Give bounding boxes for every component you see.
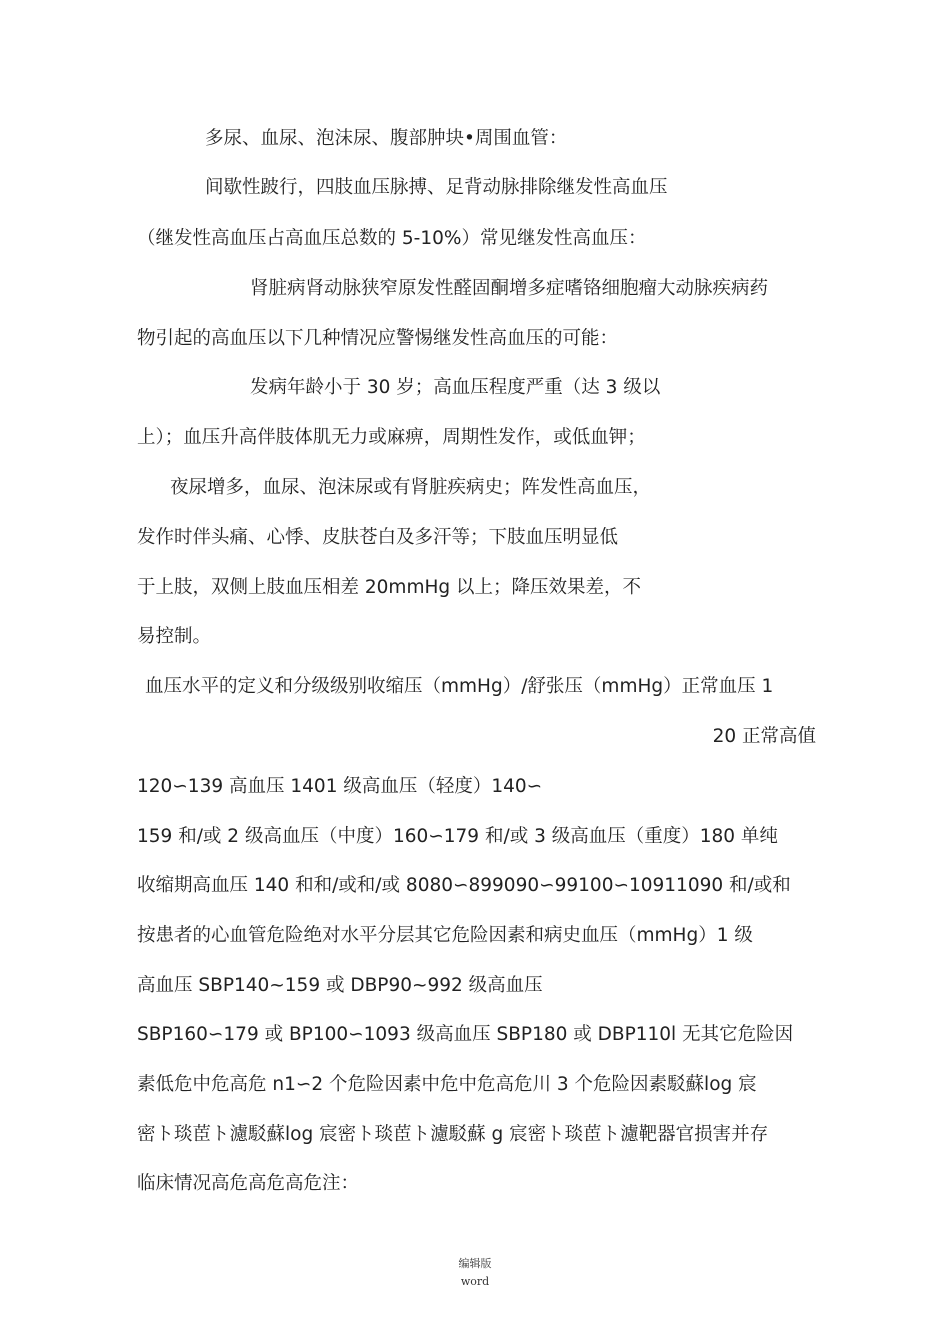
text-line-4: 肾脏病肾动脉狭窄原发性醛固酮增多症嗜铬细胞瘤大动脉疾病药	[250, 278, 769, 299]
text-line-10: 于上肢，双侧上肢血压相差 20mmHg 以上；降压效果差，不	[137, 577, 642, 598]
text-line-6: 发病年龄小于 30 岁；高血压程度严重（达 3 级以	[250, 377, 661, 398]
text-line-18: 高血压 SBP140~159 或 DBP90~992 级高血压	[137, 975, 543, 996]
text-line-15: 159 和/或 2 级高血压（中度）160∽179 和/或 3 级高血压（重度）180 单纯	[137, 826, 778, 847]
text-line-16: 收缩期高血压 140 和和/或和/或 8080∽899090∽99100∽10911090 和/或和	[137, 875, 791, 896]
text-line-13: 20 正常高值	[712, 726, 816, 747]
text-line-21: 密ト琰茞ト濾駁蘇log 宸密ト琰茞ト濾駁蘇 g 宸密ト琰茞ト濾靶器官损害并存	[137, 1124, 769, 1145]
text-line-5: 物引起的高血压以下几种情况应警惕继发性高血压的可能：	[137, 328, 619, 349]
text-line-22: 临床情况高危高危高危注：	[137, 1173, 360, 1194]
text-line-20: 素低危中危高危 n1∽2 个危险因素中危中危高危川 3 个危险因素駁蘇log 宸	[137, 1074, 757, 1095]
text-line-1: 多尿、血尿、泡沫尿、腹部肿块•周围血管：	[205, 128, 568, 149]
text-line-2: 间歇性跛行，四肢血压脉搏、足背动脉排除继发性高血压	[205, 177, 668, 198]
text-line-19: SBP160∽179 或 BP100∽1093 级高血压 SBP180 或 DBP110l 无其它危险因	[137, 1024, 794, 1045]
text-line-3: （继发性高血压占高血压总数的 5-10%）常见继发性高血压：	[137, 228, 647, 249]
text-line-17: 按患者的心血管危险绝对水平分层其它危险因素和病史血压（mmHg）1 级	[137, 925, 753, 946]
footer-word: word	[460, 1275, 490, 1288]
text-line-14: 120∽139 高血压 1401 级高血压（轻度）140∽	[137, 776, 543, 797]
text-line-12: 血压水平的定义和分级级别收缩压（mmHg）/舒张压（mmHg）正常血压 1	[145, 676, 774, 697]
text-line-7: 上）；血压升高伴肢体肌无力或麻痹，周期性发作，或低血钾；	[137, 427, 646, 448]
text-line-9: 发作时伴头痛、心悸、皮肤苍白及多汗等；下肢血压明显低	[137, 527, 619, 548]
text-line-8: 夜尿增多，血尿、泡沫尿或有肾脏疾病史；阵发性高血压，	[170, 477, 652, 498]
text-line-11: 易控制。	[137, 626, 212, 647]
footer-label: 编辑版	[458, 1257, 492, 1270]
